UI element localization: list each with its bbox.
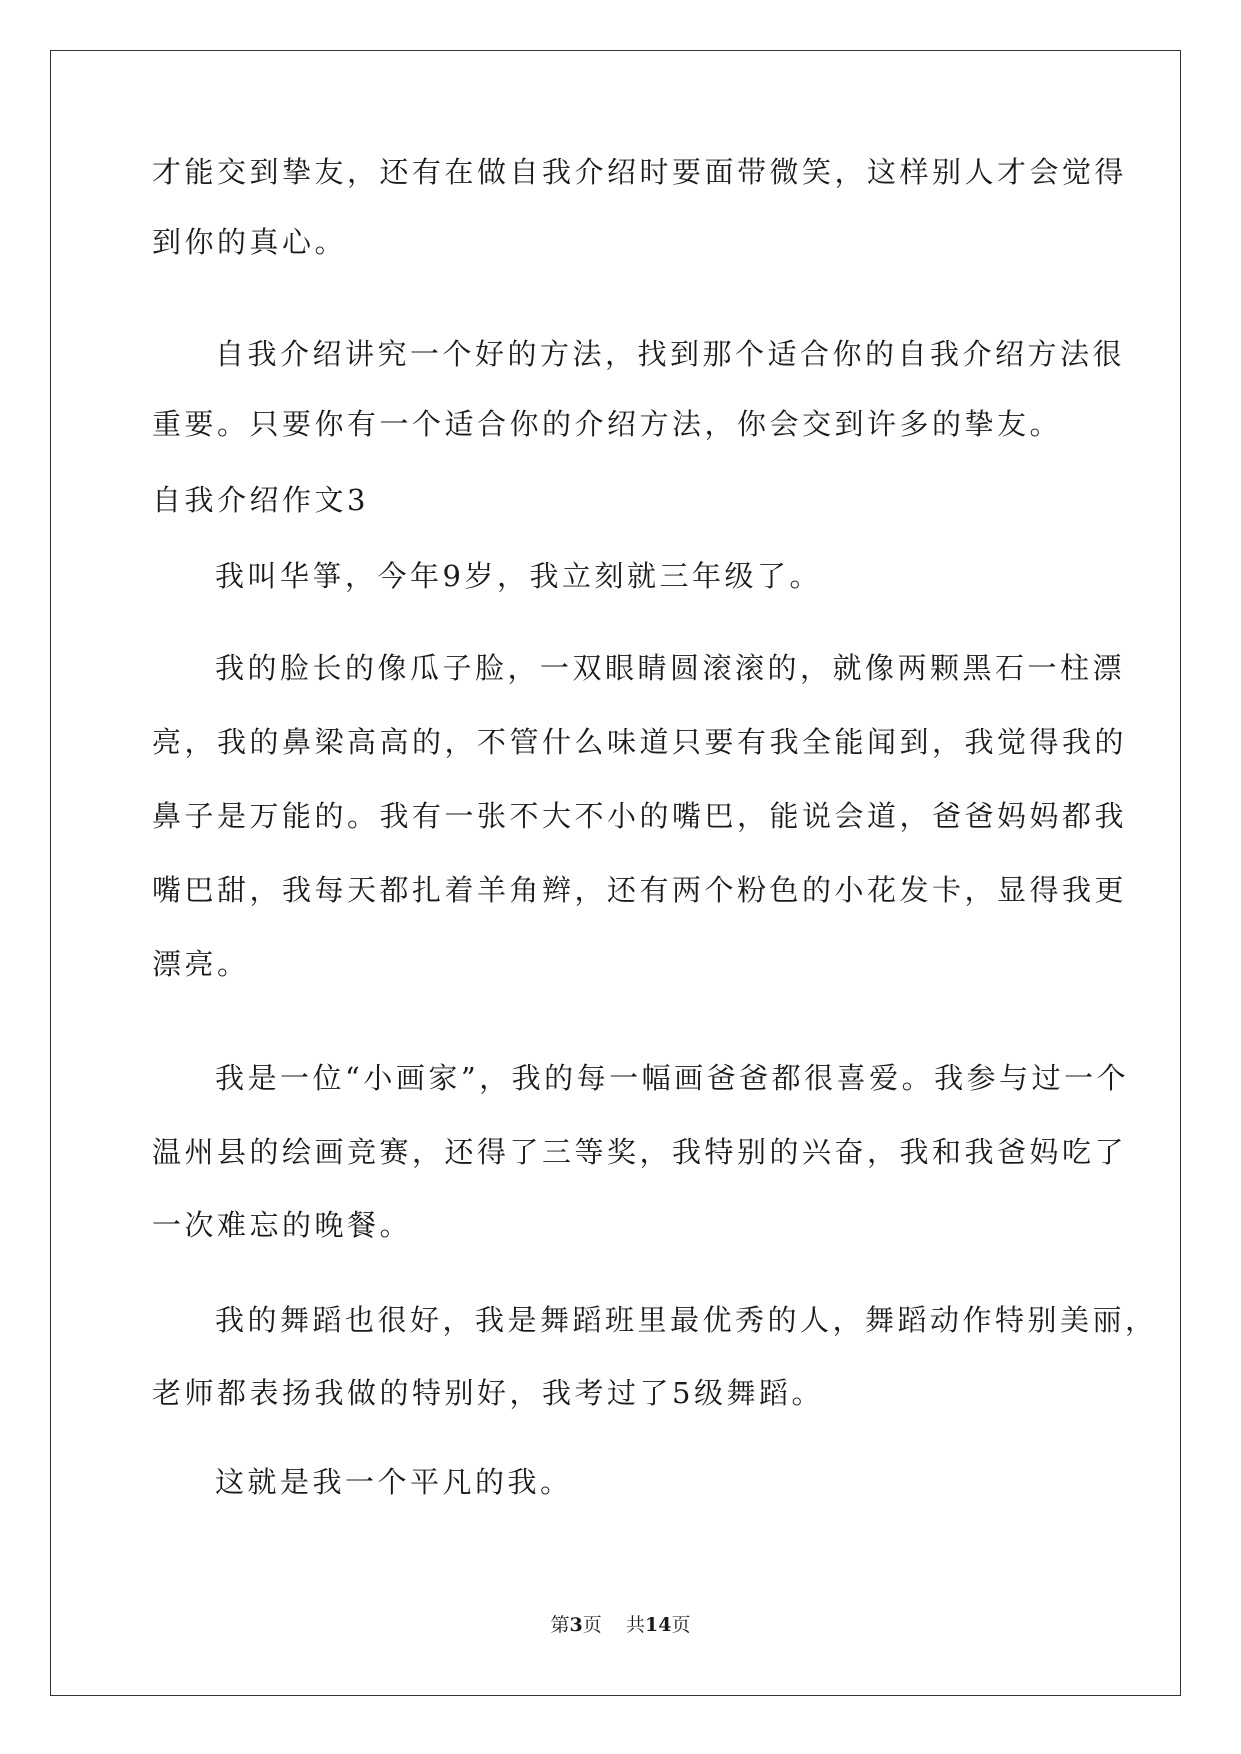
text-line: 重要。只要你有一个适合你的介绍方法，你会交到许多的挚友。	[152, 407, 1063, 441]
page-suffix: 页	[582, 1614, 602, 1636]
text-line: 老师都表扬我做的特别好，我考过了5级舞蹈。	[152, 1376, 824, 1410]
text-line: 嘴巴甜，我每天都扎着羊角辫，还有两个粉色的小花发卡，显得我更	[152, 873, 1128, 907]
section-heading: 自我介绍作文3	[152, 483, 369, 517]
text-line: 到你的真心。	[152, 225, 348, 259]
text-line: 我的脸长的像瓜子脸，一双眼睛圆滚滚的，就像两颗黑石一柱漂	[215, 651, 1126, 685]
total-prefix: 共	[625, 1614, 645, 1636]
text-line: 自我介绍讲究一个好的方法，找到那个适合你的自我介绍方法很	[215, 337, 1126, 371]
page-footer	[0, 1613, 1241, 1637]
total-suffix: 页	[671, 1614, 691, 1636]
page-total: 14	[644, 1614, 672, 1636]
text-line: 一次难忘的晚餐。	[152, 1208, 413, 1242]
text-line: 这就是我一个平凡的我。	[215, 1465, 573, 1499]
text-line: 漂亮。	[152, 947, 250, 981]
page-prefix: 第	[550, 1614, 570, 1636]
text-line: 亮，我的鼻梁高高的，不管什么味道只要有我全能闻到，我觉得我的	[152, 725, 1128, 759]
text-line: 我叫华箏，今年9岁，我立刻就三年级了。	[215, 559, 822, 593]
text-line: 我是一位“小画家”，我的每一幅画爸爸都很喜爱。我参与过一个	[215, 1061, 1130, 1095]
text-line: 我的舞蹈也很好，我是舞蹈班里最优秀的人，舞蹈动作特别美丽，	[215, 1303, 1158, 1337]
text-line: 鼻子是万能的。我有一张不大不小的嘴巴，能说会道，爸爸妈妈都我	[152, 799, 1128, 833]
page-current: 3	[569, 1614, 583, 1636]
text-line: 才能交到挚友，还有在做自我介绍时要面带微笑，这样别人才会觉得	[152, 155, 1128, 189]
text-line: 温州县的绘画竞赛，还得了三等奖，我特别的兴奋，我和我爸妈吃了	[152, 1135, 1128, 1169]
